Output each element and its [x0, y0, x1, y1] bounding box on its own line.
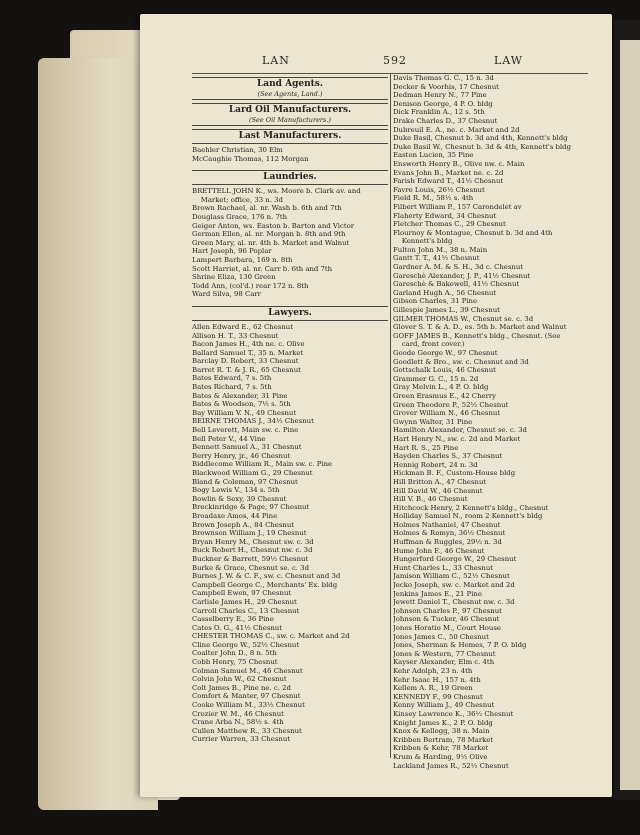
- directory-entry: McCaughie Thomas, 112 Morgan: [192, 154, 309, 163]
- directory-entry: Gareschè & Bakewell, 41½ Chesnut: [393, 280, 520, 289]
- directory-entry: Holmes Nathaniel, 47 Chesnut: [393, 520, 501, 529]
- left-column: [192, 74, 388, 748]
- directory-entry: Johnson Charles P., 97 Chesnut: [393, 606, 502, 615]
- directory-entry: BRETTELL JOHN K., ws. Moore b. Clark av. and: [192, 187, 361, 196]
- header-right: LAW: [494, 54, 524, 67]
- section-title: Lard Oil Manufacturers.: [228, 105, 352, 115]
- directory-entry: Bennett Samuel A., 31 Chesnut: [192, 443, 302, 452]
- directory-page: [140, 14, 612, 797]
- directory-entry: Grammer G. C., 15 n. 2d: [393, 374, 479, 383]
- directory-entry: Kehr Adolph, 23 n. 4th: [393, 666, 473, 675]
- directory-entry: Gantt T. T., 41½ Chesnut: [393, 254, 480, 263]
- directory-entry: Gwynn Walter, 31 Pine: [393, 417, 473, 426]
- directory-entry: Cates O. G., 41½ Chesnut: [192, 623, 283, 632]
- directory-entry: Kehr Isaac H., 157 n. 4th: [393, 675, 481, 684]
- section-gap: [192, 163, 388, 167]
- directory-entry: Gray Melvin L., 4 P. O. bldg: [393, 383, 489, 392]
- directory-entry: Berry Henry, jr., 46 Chesnut: [192, 451, 291, 460]
- directory-entry: Colman Samuel M., 46 Chesnut: [192, 666, 303, 675]
- directory-entry: Kayser Alexander, Elm c. 4th: [393, 658, 495, 667]
- directory-entry: Market; office, 33 n. 3d: [192, 195, 283, 204]
- directory-entry: Bell Leverett, Main sw. c. Pine: [192, 426, 299, 435]
- section-gap: [192, 299, 388, 303]
- section-title: Laundries.: [263, 172, 317, 183]
- header-left: LAN: [262, 54, 290, 67]
- directory-entry: Holmes & Romyn, 36½ Chesnut: [393, 529, 506, 538]
- directory-entry: Farish Edward T., 41½ Chesnut: [393, 177, 504, 186]
- directory-entry: Flournoy & Montague, Chesnut b. 3d and 4th: [393, 228, 553, 237]
- directory-entry: Hunt Charles L., 33 Chesnut: [393, 563, 494, 572]
- directory-entry: Kribben & Kehr, 78 Market: [393, 744, 489, 753]
- directory-entry: Denison George, 4 P. O. bldg: [393, 99, 493, 108]
- directory-entry: Ward Silva, 98 Carr: [192, 290, 261, 299]
- directory-entry: Casselberry E., 36 Pine: [192, 615, 274, 624]
- directory-entry: Kellem A. R., 19 Green: [393, 684, 473, 693]
- directory-entry: Jamison William C., 52½ Chesnut: [393, 572, 510, 581]
- directory-entry: Hennig Robert, 24 n. 3d: [393, 460, 478, 469]
- directory-entry: German Ellen, al. nr. Morgan b. 8th and 9th: [192, 230, 346, 239]
- directory-entry: Ensworth Henry B., Olive nw. c. Main: [393, 159, 525, 168]
- directory-entry: Bates Richard, 7 s. 5th: [192, 383, 272, 392]
- directory-entry: GOFF JAMES B., Kennett's bldg., Chesnut. (See: [393, 331, 561, 340]
- directory-entry: Barclay D. Robert, 33 Chesnut: [192, 357, 299, 366]
- directory-entry: Brown Rachael, al. nr. Wash b. 6th and 7th: [192, 204, 342, 213]
- directory-entry: Goode George W., 97 Chesnut: [393, 349, 498, 357]
- directory-entry: Green Mary, al. nr. 4th b. Market and Walnut: [192, 238, 350, 247]
- directory-entry: GILMER THOMAS W., Chesnut se. c. 3d: [393, 314, 534, 323]
- directory-entry: Hickman B. F., Custom-House bldg: [393, 469, 516, 478]
- section-title: Lawyers.: [268, 307, 312, 318]
- directory-entry: Kennett's bldg: [393, 237, 453, 246]
- directory-entry: Dick Franklin A., 12 s. 5th: [393, 108, 485, 117]
- directory-entry: Cullen Matthew R., 33 Chesnut: [192, 726, 302, 735]
- directory-entry: Glover S. T. & A. D., es. 5th b. Market and Walnut: [393, 323, 567, 332]
- directory-entry: Hitchcock Henry, 2 Kennett's bldg., Chesnut: [393, 503, 549, 512]
- directory-entry: Huffman & Ruggles, 29½ n. 3d: [393, 538, 502, 547]
- directory-entry: Barret R. T. & J. R., 65 Chesnut: [192, 365, 301, 374]
- section-gap: [192, 744, 388, 748]
- directory-entry: Crozier W. M., 46 Chesnut: [192, 709, 284, 718]
- directory-entry: card, front cover.): [393, 340, 465, 349]
- section-subtitle: (See Oil Manufacturers.): [249, 116, 331, 124]
- directory-entry: Jenkins James E., 21 Pine: [393, 589, 482, 598]
- directory-entry: Ballard Samuel T., 35 n. Market: [192, 348, 304, 357]
- directory-entry: Bates & Alexander, 31 Pine: [192, 391, 288, 400]
- directory-entry: Currier Warren, 33 Chesnut: [192, 735, 291, 744]
- page-header: [140, 54, 612, 70]
- directory-entry: Kinsey Lawrence K., 36½ Chesnut: [393, 709, 514, 718]
- directory-entry: Flaherty Edward, 34 Chesnut: [393, 211, 497, 220]
- directory-entry: Lackland James R., 52½ Chesnut: [393, 761, 509, 770]
- directory-entry: Garland Hugh A., 56 Chesnut: [393, 288, 497, 297]
- directory-entry: Douglass Grace, 176 n. 7th: [192, 212, 288, 221]
- directory-entry: Knox & Kellogg, 38 n. Main: [393, 727, 490, 736]
- directory-entry: Hume John F., 46 Chesnut: [393, 546, 485, 555]
- directory-entry: Dubreuil E. A., ne. c. Market and 2d: [393, 125, 520, 134]
- right-column: [393, 74, 593, 770]
- directory-entry: Cobb Henry, 75 Chesnut: [192, 658, 278, 667]
- directory-entry: Kenny William J., 49 Chesnut: [393, 701, 495, 710]
- directory-entry: Coalter John D., 8 n. 5th: [192, 649, 277, 658]
- directory-entry: Bacon James H., 4th ne. c. Olive: [192, 340, 305, 349]
- directory-entry: Green Theodore P., 52½ Chesnut: [393, 400, 509, 409]
- directory-entry: Hungerford George W., 29 Chesnut: [393, 555, 517, 564]
- directory-entry: Holliday Samuel N., room 2 Kennett's bldg: [393, 512, 543, 521]
- directory-entry: Favre Louis, 26½ Chesnut: [393, 185, 485, 194]
- facing-page-edge: [620, 40, 640, 790]
- directory-entry: BEIRNE THOMAS J., 34½ Chesnut: [192, 417, 314, 426]
- directory-entry: Allen Edward E., 62 Chesnut: [192, 322, 293, 331]
- section-heading: [192, 77, 388, 100]
- directory-entry: Crane Arba N., 58½ s. 4th: [192, 718, 284, 727]
- directory-entry: Hayden Charles S., 37 Chesnut: [393, 452, 503, 461]
- directory-entry: Burnes J. W. & C. F., sw. c. Chesnut and 3d: [192, 572, 341, 581]
- directory-entry: Drake Charles D., 37 Chesnut: [393, 116, 498, 125]
- column-divider: [390, 74, 391, 758]
- directory-entry: Fletcher Thomas C., 29 Chesnut: [393, 220, 506, 229]
- directory-entry: Breckinridge & Page, 97 Chesnut: [192, 503, 310, 512]
- directory-entry: Hart R. S., 25 Pine: [393, 443, 459, 452]
- section-heading: [192, 170, 388, 185]
- directory-entry: Hill Britton A., 47 Chesnut: [393, 477, 487, 486]
- directory-entry: Jones & Western, 77 Chesnut: [393, 649, 496, 658]
- directory-entry: Bland & Coleman, 97 Chesnut: [192, 477, 298, 486]
- directory-entry: Gottschalk Louis, 46 Chesnut: [393, 366, 496, 375]
- directory-entry: Hamilton Alexander, Chesnut se. c. 3d: [393, 426, 527, 435]
- section-heading: [192, 306, 388, 321]
- directory-entry: Duke Basil, Chesnut b. 3d and 4th, Kennett's bldg: [393, 134, 568, 143]
- directory-entry: Jones Horatio M., Court House: [393, 624, 501, 632]
- directory-entry: Brown Joseph A., 84 Chesnut: [192, 520, 295, 529]
- directory-entry: Gillespie James L., 39 Chesnut: [393, 306, 500, 315]
- section-heading: [192, 103, 388, 126]
- directory-entry: Jewett Daniel T., Chesnut nw. c. 3d: [393, 598, 515, 607]
- directory-entry: Blackwood William G., 29 Chesnut: [192, 469, 313, 477]
- directory-entry: Filbert William P., 157 Carondelet av: [393, 202, 522, 211]
- directory-entry: Scott Harriet, al. nr. Carr b. 6th and 7th: [192, 264, 333, 273]
- directory-entry: Colt James B., Pine ne. c. 2d: [192, 683, 291, 692]
- directory-entry: Knight James K., 2 P. O. bldg: [393, 718, 493, 727]
- directory-entry: Field R. M., 58½ s. 4th: [393, 194, 474, 203]
- directory-entry: Bogy Lewis V., 134 s. 5th: [192, 486, 280, 495]
- directory-entry: Buckner & Barrett, 59½ Chesnut: [192, 554, 309, 563]
- directory-entry: Gareschè Alexander, J. P., 41½ Chesnut: [393, 271, 531, 280]
- directory-entry: Jones, Sherman & Homes, 7 P. O. bldg: [393, 641, 527, 650]
- directory-entry: Bates Edward, 7 s. 5th: [192, 374, 272, 383]
- directory-entry: Grover William N., 46 Chesnut: [393, 409, 501, 418]
- page-number: 592: [383, 54, 407, 67]
- directory-entry: Kribben Bertram, 78 Market: [393, 735, 494, 744]
- section-heading: [192, 129, 388, 144]
- directory-entry: Bryan Henry M., Chesnut sw. c. 3d: [192, 537, 314, 546]
- directory-entry: Davis Thomas G. C., 15 n. 3d: [393, 74, 494, 82]
- directory-entry: Johnson & Tucker, 46 Chesnut: [393, 615, 500, 624]
- directory-entry: Duke Basil W., Chesnut b. 3d & 4th, Kennett's bldg: [393, 142, 571, 151]
- directory-entry: Bell Peter V., 44 Vine: [192, 434, 266, 443]
- directory-entry: Carlisle James H., 29 Chesnut: [192, 597, 297, 606]
- directory-entry: KENNEDY F., 99 Chesnut: [393, 692, 483, 701]
- directory-entry: Green Erasmus E., 42 Cherry: [393, 391, 497, 400]
- directory-entry: Colvin John W., 62 Chesnut: [192, 675, 287, 684]
- directory-entry: Campbell Ewen, 97 Chesnut: [192, 589, 292, 598]
- directory-entry: Campbell George C., Merchants' Ex. bldg: [192, 580, 338, 589]
- directory-entry: Allison H. T., 33 Chesnut: [192, 331, 279, 340]
- directory-entry: Cline George W., 52½ Chesnut: [192, 640, 300, 649]
- directory-entry: Burke & Grace, Chesnut se. c. 3d: [192, 563, 309, 572]
- directory-entry: Bay William V. N., 49 Chesnut: [192, 408, 297, 417]
- directory-entry: Goodlett & Bro., sw. c. Chesnut and 3d: [393, 357, 529, 366]
- directory-entry: Decker & Voorhis, 17 Chesnut: [393, 82, 499, 91]
- directory-entry: Cooke William M., 33½ Chesnut: [192, 701, 305, 710]
- directory-entry: Bates & Woodson, 7½ s. 5th: [192, 400, 291, 409]
- directory-entry: Evans John B., Market ne. c. 2d: [393, 168, 504, 177]
- directory-entry: Hart Joseph, 96 Poplar: [192, 247, 272, 256]
- directory-entry: Dedman Henry N., 77 Pine: [393, 91, 487, 100]
- directory-entry: Todd Ann, (col'd.) rear 172 n. 8th: [192, 281, 309, 290]
- directory-entry: Bowlin & Sexy, 39 Chesnut: [192, 494, 287, 503]
- directory-entry: Fulton John M., 38 n. Main: [393, 245, 488, 254]
- directory-entry: Buck Robert H., Chesnut nw. c. 3d: [192, 546, 313, 555]
- directory-entry: CHESTER THOMAS C., sw. c. Market and 2d: [192, 632, 350, 641]
- directory-entry: Easton Lucien, 35 Pine: [393, 151, 474, 160]
- directory-entry: Krum & Harding, 9½ Olive: [393, 752, 488, 761]
- directory-entry: Carroll Charles C., 13 Chesnut: [192, 606, 300, 615]
- directory-entry: Gardner A. M. & S. H., 3d c. Chesnut: [393, 263, 524, 272]
- directory-entry: Hill David W., 46 Chesnut: [393, 486, 483, 495]
- directory-entry: Baehler Christian, 30 Elm: [192, 146, 283, 154]
- directory-entry: Jecko Joseph, sw. c. Market and 2d: [393, 581, 515, 590]
- directory-entry: Hart Henry N., sw. c. 2d and Market: [393, 434, 521, 443]
- directory-entry: Jones James C., 50 Chesnut: [393, 632, 489, 641]
- directory-entry: Biddlecome William R., Main sw. c. Pine: [192, 460, 333, 469]
- directory-entry: Broadaxe Amos, 44 Pine: [192, 511, 278, 520]
- directory-entry: Shrine Eliza, 130 Green: [192, 273, 276, 282]
- directory-entry: Lampert Barbara, 169 n. 8th: [192, 255, 293, 264]
- directory-entry: Hill V. B., 46 Chesnut: [393, 495, 468, 504]
- section-subtitle: (See Agents, Land.): [257, 90, 323, 98]
- directory-entry: Gibson Charles, 31 Pine: [393, 297, 478, 306]
- section-title: Land Agents.: [256, 79, 324, 89]
- directory-entry: Comfort & Manter, 97 Chesnut: [192, 692, 301, 701]
- directory-entry: Brownson William J., 19 Chesnut: [192, 529, 307, 538]
- directory-entry: Geiger Anton, ws. Easton b. Barton and Victor: [192, 221, 355, 230]
- section-title: Last Manufacturers.: [238, 131, 342, 141]
